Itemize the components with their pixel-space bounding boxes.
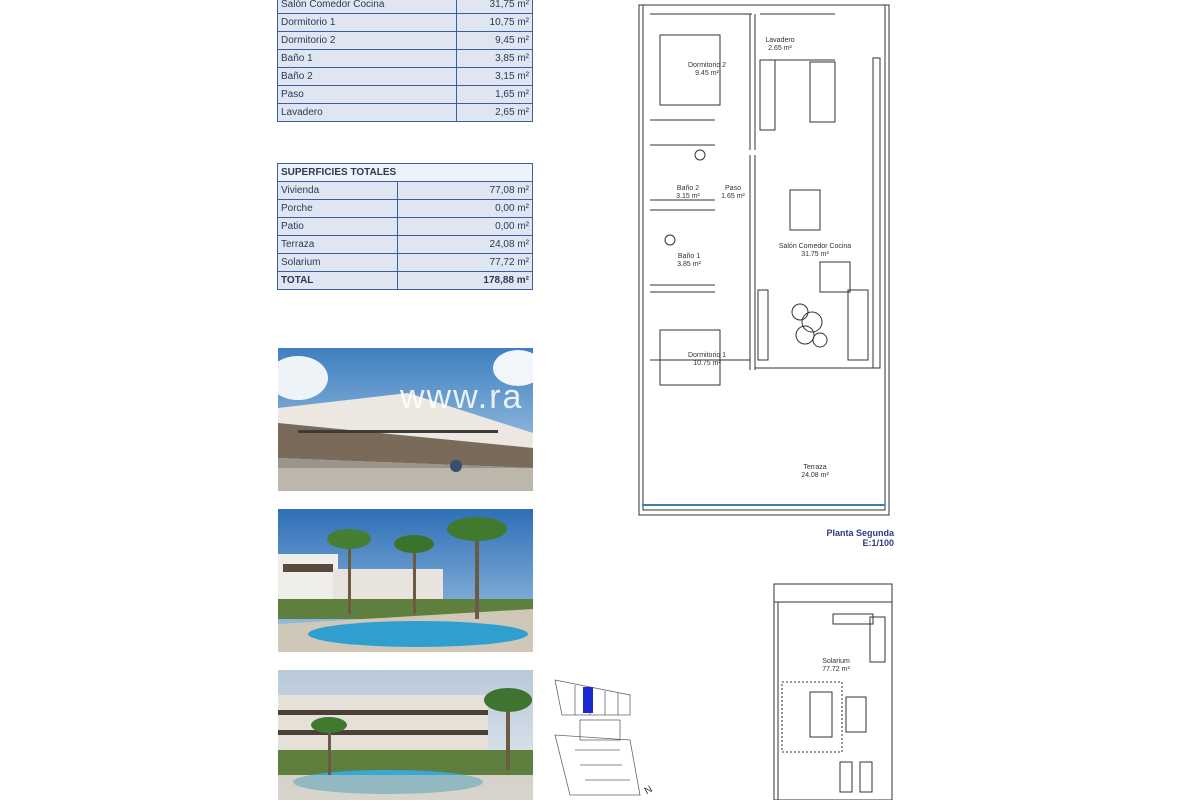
total-label: TOTAL: [278, 272, 398, 290]
total-area: 77,72 m²: [397, 254, 532, 272]
plan-label-solarium: Solarium 77.72 m²: [822, 658, 850, 673]
table-row: [278, 68, 533, 86]
plan-label-dormitorio-1: Dormitorio 1 10.75 m²: [687, 352, 727, 367]
site-location-map: [550, 675, 645, 800]
room-area: 10,75 m²: [457, 14, 533, 32]
totals-heading: SUPERFICIES TOTALES: [278, 164, 533, 182]
table-row: [278, 218, 533, 236]
room-name: Dormitorio 2: [278, 32, 457, 50]
total-name: Solarium: [278, 254, 398, 272]
floor-plan-second: [630, 0, 900, 520]
room-area: 2,65 m²: [457, 104, 533, 122]
table-row: [278, 32, 533, 50]
floor-plan-solarium: [770, 582, 896, 800]
watermark: www.ra: [400, 378, 524, 416]
room-name: Salón Comedor Cocina: [278, 0, 457, 14]
room-name: Lavadero: [278, 104, 457, 122]
plan-caption-scale: E:1/100: [862, 538, 894, 548]
table-row: [278, 50, 533, 68]
table-row: [278, 104, 533, 122]
render-photo-pool: [278, 509, 533, 652]
plan-label-paso: Paso 1.65 m²: [721, 185, 745, 200]
room-area: 31,75 m²: [457, 0, 533, 14]
table-row: [278, 0, 533, 14]
room-name: Paso: [278, 86, 457, 104]
total-area: 77,08 m²: [397, 182, 532, 200]
table-row: [278, 182, 533, 200]
room-areas-table: [277, 0, 533, 122]
total-areas-table: [277, 163, 533, 290]
total-value: 178,88 m²: [397, 272, 532, 290]
total-name: Patio: [278, 218, 398, 236]
total-name: Terraza: [278, 236, 398, 254]
room-area: 3,85 m²: [457, 50, 533, 68]
room-area: 3,15 m²: [457, 68, 533, 86]
table-row: [278, 236, 533, 254]
plan-label-bano-1: Baño 1 3.85 m²: [677, 253, 701, 268]
room-name: Dormitorio 1: [278, 14, 457, 32]
table-row-total: [278, 272, 533, 290]
room-name: Baño 2: [278, 68, 457, 86]
table-row: [278, 14, 533, 32]
total-area: 0,00 m²: [397, 200, 532, 218]
render-photo-aerial: [278, 670, 533, 800]
selected-unit-highlight: [583, 687, 593, 713]
room-area: 9,45 m²: [457, 32, 533, 50]
plan-caption: [790, 528, 894, 548]
plan-label-salon: Salón Comedor Cocina 31.75 m²: [778, 243, 852, 258]
plan-label-terraza: Terraza 24.08 m²: [801, 464, 829, 479]
plan-label-dormitorio-2: Dormitorio 2 9.45 m²: [687, 62, 727, 77]
table-row: [278, 254, 533, 272]
table-row: [278, 86, 533, 104]
total-area: 24,08 m²: [397, 236, 532, 254]
render-photo-facade: [278, 348, 533, 491]
plan-label-lavadero: Lavadero 2.65 m²: [765, 37, 795, 52]
room-area: 1,65 m²: [457, 86, 533, 104]
room-name: Baño 1: [278, 50, 457, 68]
total-name: Vivienda: [278, 182, 398, 200]
total-name: Porche: [278, 200, 398, 218]
total-area: 0,00 m²: [397, 218, 532, 236]
plan-label-bano-2: Baño 2 3.15 m²: [676, 185, 700, 200]
compass-north-label: N: [642, 783, 655, 798]
plan-caption-title: Planta Segunda: [826, 528, 894, 538]
table-row: [278, 200, 533, 218]
